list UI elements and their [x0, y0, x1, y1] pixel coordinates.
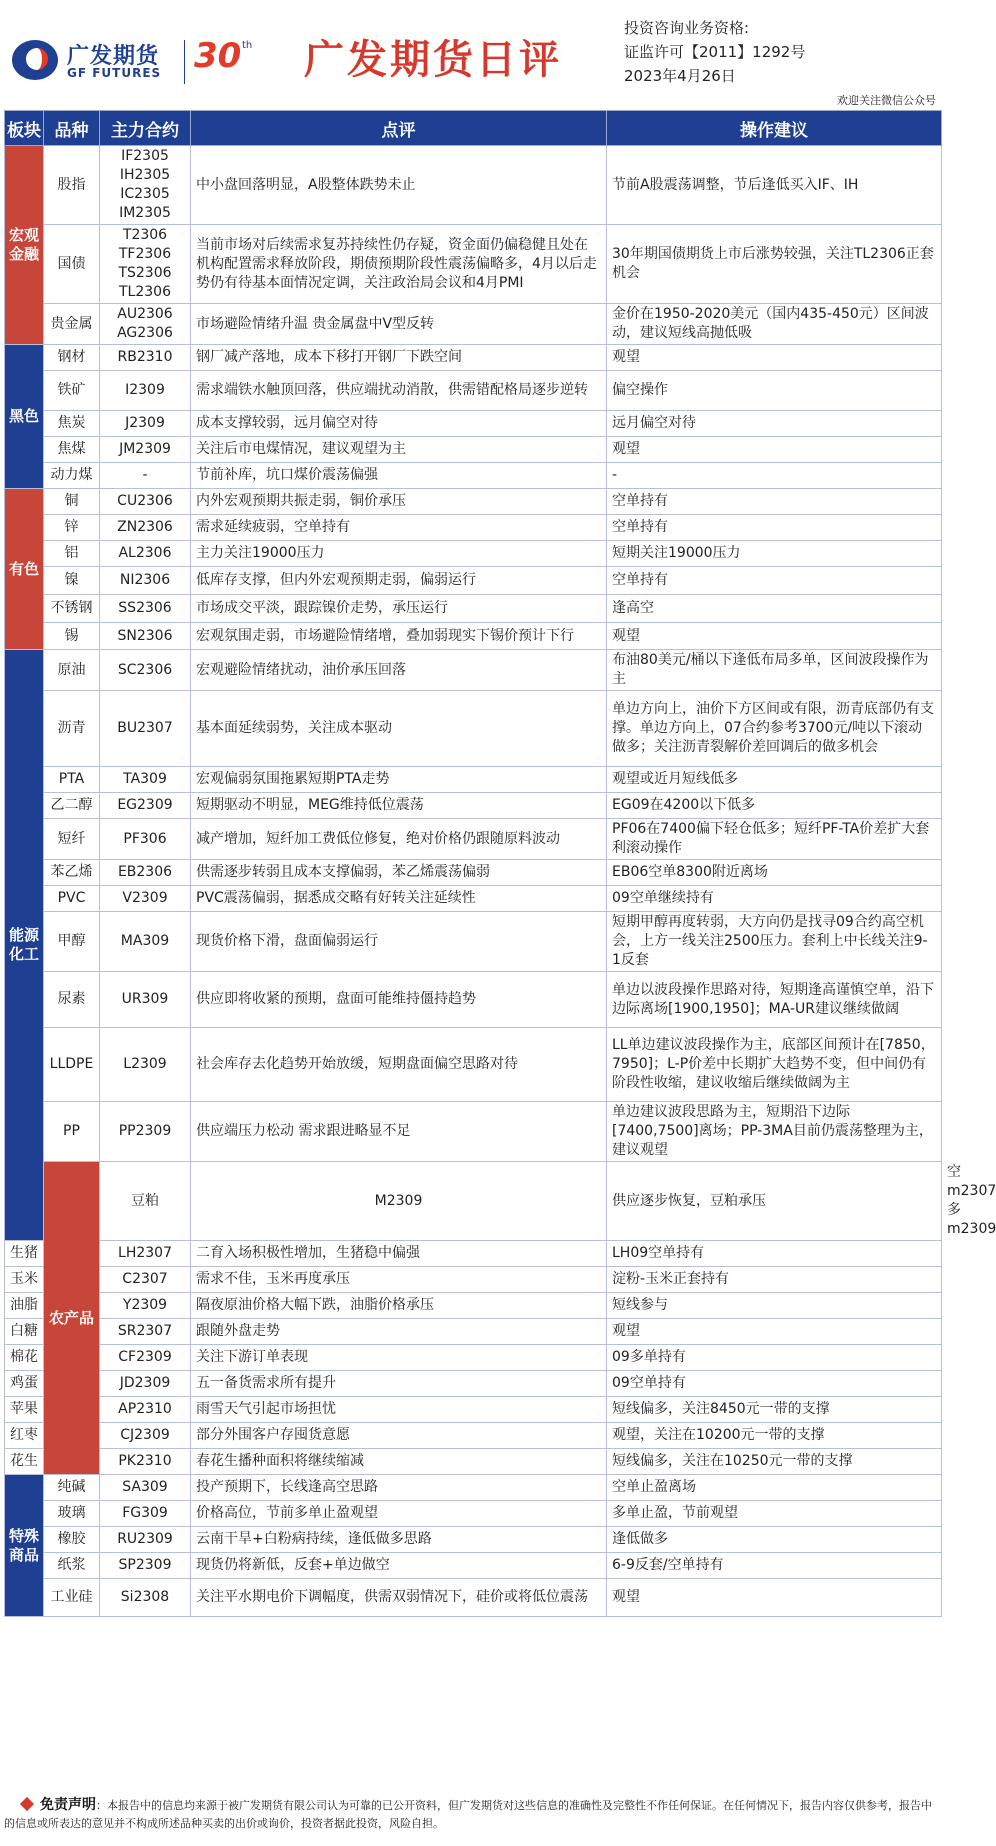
sector-cell: 能源化工 — [5, 650, 44, 1241]
table-row — [5, 1449, 942, 1475]
report-title: 广发期货日评 — [304, 37, 562, 83]
advice-cell: 单边建议波段思路为主，短期沿下边际[7400,7500]离场；PP-3MA目前仍震荡整理为主，建议观望 — [607, 1102, 942, 1162]
variety-cell: 国债 — [44, 225, 100, 304]
advice-cell: 观望，关注在10200元一带的支撑 — [607, 1423, 942, 1449]
contract-cell: SR2307 — [100, 1319, 191, 1345]
advice-cell: 观望 — [607, 345, 942, 371]
comment-cell: 供应端压力松动 需求跟进略显不足 — [191, 1102, 607, 1162]
table-row — [5, 567, 942, 595]
variety-cell: 不锈钢 — [44, 595, 100, 623]
contract-cell: PF306 — [100, 819, 191, 860]
advice-cell: 观望 — [607, 437, 942, 463]
advice-cell: 空单持有 — [607, 515, 942, 541]
comment-cell: 需求端铁水触顶回落，供应端扰动消散，供需错配格局逐步逆转 — [191, 371, 607, 411]
advice-cell: EG09在4200以下低多 — [607, 793, 942, 819]
variety-cell: 乙二醇 — [44, 793, 100, 819]
variety-cell: 铝 — [44, 541, 100, 567]
header — [0, 0, 948, 108]
review-table — [4, 110, 996, 1617]
qualification-line: 投资咨询业务资格: — [624, 19, 750, 37]
header-sector: 板块 — [5, 111, 44, 146]
variety-cell: 短纤 — [44, 819, 100, 860]
variety-cell: 红枣 — [5, 1423, 44, 1449]
advice-cell: 逢高空 — [607, 595, 942, 623]
advice-cell: EB06空单8300附近离场 — [607, 860, 942, 886]
table-row — [5, 819, 942, 860]
comment-cell: 供应即将收紧的预期，盘面可能维持僵持趋势 — [191, 972, 607, 1028]
table-row — [5, 1371, 942, 1397]
comment-cell: 关注下游订单表现 — [191, 1345, 607, 1371]
contract-cell: I2309 — [100, 371, 191, 411]
table-row — [5, 304, 942, 345]
variety-cell: 锌 — [44, 515, 100, 541]
advice-cell: 金价在1950-2020美元（国内435-450元）区间波动，建议短线高抛低吸 — [607, 304, 942, 345]
table-row — [5, 860, 942, 886]
contract-cell: SN2306 — [100, 623, 191, 650]
contract-cell: JD2309 — [100, 1371, 191, 1397]
advice-cell: 观望 — [607, 1579, 942, 1617]
sector-cell: 特殊商品 — [5, 1475, 44, 1617]
comment-cell: 部分外围客户存囤货意愿 — [191, 1423, 607, 1449]
variety-cell: 白糖 — [5, 1319, 44, 1345]
contract-cell: SC2306 — [100, 650, 191, 691]
advice-cell: 短线参与 — [607, 1293, 942, 1319]
header-comment: 点评 — [191, 111, 607, 146]
comment-cell: 市场成交平淡，跟踪镍价走势，承压运行 — [191, 595, 607, 623]
logo-english-name: GF FUTURES — [67, 66, 162, 80]
sector-cell: 农产品 — [44, 1162, 100, 1475]
contract-cell: RB2310 — [100, 345, 191, 371]
table-row — [5, 345, 942, 371]
variety-cell: 股指 — [44, 146, 100, 225]
contract-cell: BU2307 — [100, 691, 191, 767]
table-row — [5, 1241, 942, 1267]
advice-cell: 节前A股震荡调整，节后逢低买入IF、IH — [607, 146, 942, 225]
advice-cell: - — [607, 463, 942, 489]
advice-cell: 观望 — [607, 623, 942, 650]
contract-cell: PP2309 — [100, 1102, 191, 1162]
table-row — [5, 1553, 942, 1579]
variety-cell: 苹果 — [5, 1397, 44, 1423]
variety-cell: LLDPE — [44, 1028, 100, 1102]
variety-cell: 苯乙烯 — [44, 860, 100, 886]
contract-cell: J2309 — [100, 411, 191, 437]
comment-cell: PVC震荡偏弱，据悉成交略有好转关注延续性 — [191, 886, 607, 912]
comment-cell: 投产预期下，长线逢高空思路 — [191, 1475, 607, 1501]
variety-cell: 焦炭 — [44, 411, 100, 437]
contract-cell: V2309 — [100, 886, 191, 912]
comment-cell: 五一备货需求所有提升 — [191, 1371, 607, 1397]
variety-cell: 钢材 — [44, 345, 100, 371]
comment-cell: 社会库存去化趋势开始放缓，短期盘面偏空思路对待 — [191, 1028, 607, 1102]
variety-cell: PTA — [44, 767, 100, 793]
contract-cell: TA309 — [100, 767, 191, 793]
variety-cell: PVC — [44, 886, 100, 912]
comment-cell: 供需逐步转弱且成本支撑偏弱，苯乙烯震荡偏弱 — [191, 860, 607, 886]
table-row: 农产品 豆粕 M2309 供应逐步恢复，豆粕承压 空m2307多m2309 — [5, 1162, 942, 1241]
contract-cell: NI2306 — [100, 567, 191, 595]
variety-cell: 玉米 — [5, 1267, 44, 1293]
contract-cell: M2309 — [191, 1162, 607, 1241]
variety-cell: 铜 — [44, 489, 100, 515]
contract-cell: AP2310 — [100, 1397, 191, 1423]
report-date: 2023年4月26日 — [624, 67, 736, 85]
header-contract: 主力合约 — [100, 111, 191, 146]
disclaimer — [4, 1796, 934, 1833]
table-row — [5, 1102, 942, 1162]
comment-cell: 现货仍将新低，反套+单边做空 — [191, 1553, 607, 1579]
comment-cell: 价格高位，节前多单止盈观望 — [191, 1501, 607, 1527]
contract-cell: SP2309 — [100, 1553, 191, 1579]
table-row — [5, 623, 942, 650]
variety-cell: PP — [44, 1102, 100, 1162]
contract-cell: AL2306 — [100, 541, 191, 567]
advice-cell: 30年期国债期货上市后涨势较强，关注TL2306正套机会 — [607, 225, 942, 304]
contract-cell: MA309 — [100, 912, 191, 972]
comment-cell: 减产增加，短纤加工费低位修复，绝对价格仍跟随原料波动 — [191, 819, 607, 860]
variety-cell: 动力煤 — [44, 463, 100, 489]
table-row — [5, 1267, 942, 1293]
diamond-icon — [20, 1797, 34, 1811]
comment-cell: 当前市场对后续需求复苏持续性仍存疑，资金面仍偏稳健且处在机构配置需求释放阶段，期债预期阶段性震荡偏略多，4月以后走势仍有待基本面情况定调，关注政治局会议和4月PMI — [191, 225, 607, 304]
advice-cell: 短期甲醇再度转弱，大方向仍是找寻09合约高空机会，上方一线关注2500压力。套利上中长线关注9-1反套 — [607, 912, 942, 972]
advice-cell: 09空单继续持有 — [607, 886, 942, 912]
comment-cell: 市场避险情绪升温 贵金属盘中V型反转 — [191, 304, 607, 345]
advice-cell: 短线偏多，关注在10250元一带的支撑 — [607, 1449, 942, 1475]
contract-cell: - — [100, 463, 191, 489]
advice-cell: 单边以波段操作思路对待，短期逢高谨慎空单，沿下边际离场[1900,1950]；MA-UR建议继续做阔 — [607, 972, 942, 1028]
contract-cell: EB2306 — [100, 860, 191, 886]
advice-cell: 布油80美元/桶以下逢低布局多单，区间波段操作为主 — [607, 650, 942, 691]
comment-cell: 内外宏观预期共振走弱，铜价承压 — [191, 489, 607, 515]
contract-cell: CU2306 — [100, 489, 191, 515]
contract-cell: T2306 TF2306 TS2306 TL2306 — [100, 225, 191, 304]
comment-cell: 宏观避险情绪扰动，油价承压回落 — [191, 650, 607, 691]
header-advice: 操作建议 — [607, 111, 942, 146]
contract-cell: Y2309 — [100, 1293, 191, 1319]
comment-cell: 隔夜原油价格大幅下跌，油脂价格承压 — [191, 1293, 607, 1319]
variety-cell: 纯碱 — [44, 1475, 100, 1501]
advice-cell: PF06在7400偏下轻仓低多；短纤PF-TA价差扩大套利滚动操作 — [607, 819, 942, 860]
gf-logo-icon — [12, 40, 58, 80]
variety-cell: 原油 — [44, 650, 100, 691]
anniversary-logo: 30 — [194, 36, 242, 76]
table-row — [5, 1423, 942, 1449]
contract-cell: Si2308 — [100, 1579, 191, 1617]
table-row — [5, 515, 942, 541]
contract-cell: FG309 — [100, 1501, 191, 1527]
table-row — [5, 650, 942, 691]
variety-cell: 贵金属 — [44, 304, 100, 345]
table-row — [5, 691, 942, 767]
contract-cell: CF2309 — [100, 1345, 191, 1371]
table-header-row — [5, 111, 942, 146]
license-number: 证监许可【2011】1292号 — [624, 43, 806, 61]
advice-cell: 空单止盈离场 — [607, 1475, 942, 1501]
table-row — [5, 437, 942, 463]
variety-cell: 纸浆 — [44, 1553, 100, 1579]
disclaimer-title: 免责声明 — [40, 1797, 96, 1813]
comment-cell: 基本面延续弱势，关注成本驱动 — [191, 691, 607, 767]
variety-cell: 焦煤 — [44, 437, 100, 463]
variety-cell: 尿素 — [44, 972, 100, 1028]
table-row — [5, 793, 942, 819]
advice-cell: 多单止盈，节前观望 — [607, 1501, 942, 1527]
comment-cell: 云南干旱+白粉病持续，逢低做多思路 — [191, 1527, 607, 1553]
table-row — [5, 886, 942, 912]
advice-cell: 空单持有 — [607, 489, 942, 515]
table-row — [5, 1397, 942, 1423]
comment-cell: 需求不佳，玉米再度承压 — [191, 1267, 607, 1293]
logo-chinese-name: 广发期货 — [67, 44, 160, 69]
table-row — [5, 146, 942, 225]
table-row — [5, 411, 942, 437]
advice-cell: 09多单持有 — [607, 1345, 942, 1371]
advice-cell: 单边方向上，油价下方区间或有限，沥青底部仍有支撑。单边方向上，07合约参考3700元/吨以下滚动做多；关注沥青裂解价差回调后的做多机会 — [607, 691, 942, 767]
contract-cell: AU2306 AG2306 — [100, 304, 191, 345]
contract-cell: PK2310 — [100, 1449, 191, 1475]
comment-cell: 主力关注19000压力 — [191, 541, 607, 567]
comment-cell: 宏观偏弱氛围拖累短期PTA走势 — [191, 767, 607, 793]
table-row — [5, 595, 942, 623]
company-logo — [12, 36, 252, 86]
table-row — [5, 1028, 942, 1102]
comment-cell: 春花生播种面积将继续缩减 — [191, 1449, 607, 1475]
advice-cell: 淀粉-玉米正套持有 — [607, 1267, 942, 1293]
variety-cell: 豆粕 — [100, 1162, 191, 1241]
qualification-block — [624, 16, 805, 88]
follow-wechat-note: 欢迎关注微信公众号 — [837, 94, 936, 107]
variety-cell: 镍 — [44, 567, 100, 595]
comment-cell: 短期驱动不明显，MEG维持低位震荡 — [191, 793, 607, 819]
contract-cell: CJ2309 — [100, 1423, 191, 1449]
header-variety: 品种 — [44, 111, 100, 146]
sector-cell: 宏观金融 — [5, 146, 44, 345]
table-row — [5, 1527, 942, 1553]
contract-cell: LH2307 — [100, 1241, 191, 1267]
comment-cell: 关注后市电煤情况，建议观望为主 — [191, 437, 607, 463]
variety-cell: 锡 — [44, 623, 100, 650]
table-row — [5, 767, 942, 793]
table-row — [5, 1475, 942, 1501]
anniversary-suffix: th — [242, 40, 253, 51]
contract-cell: EG2309 — [100, 793, 191, 819]
logo-divider — [184, 40, 185, 84]
comment-cell: 需求延续疲弱，空单持有 — [191, 515, 607, 541]
advice-cell: 短期关注19000压力 — [607, 541, 942, 567]
comment-cell: 现货价格下滑，盘面偏弱运行 — [191, 912, 607, 972]
table-row — [5, 1345, 942, 1371]
sector-cell: 有色 — [5, 489, 44, 650]
variety-cell: 生猪 — [5, 1241, 44, 1267]
contract-cell: SA309 — [100, 1475, 191, 1501]
variety-cell: 花生 — [5, 1449, 44, 1475]
contract-cell: UR309 — [100, 972, 191, 1028]
comment-cell: 宏观氛围走弱，市场避险情绪增，叠加弱现实下锡价预计下行 — [191, 623, 607, 650]
advice-cell: LH09空单持有 — [607, 1241, 942, 1267]
variety-cell: 鸡蛋 — [5, 1371, 44, 1397]
comment-cell: 成本支撑较弱，远月偏空对待 — [191, 411, 607, 437]
variety-cell: 工业硅 — [44, 1579, 100, 1617]
table-row — [5, 1501, 942, 1527]
variety-cell: 棉花 — [5, 1345, 44, 1371]
table-row — [5, 371, 942, 411]
advice-cell: 短线偏多，关注8450元一带的支撑 — [607, 1397, 942, 1423]
advice-cell: 6-9反套/空单持有 — [607, 1553, 942, 1579]
comment-cell: 中小盘回落明显，A股整体跌势未止 — [191, 146, 607, 225]
contract-cell: C2307 — [100, 1267, 191, 1293]
contract-cell: RU2309 — [100, 1527, 191, 1553]
table-row — [5, 1319, 942, 1345]
variety-cell: 沥青 — [44, 691, 100, 767]
advice-cell: 09空单持有 — [607, 1371, 942, 1397]
comment-cell: 供应逐步恢复，豆粕承压 — [607, 1162, 942, 1241]
table-row — [5, 489, 942, 515]
table-row — [5, 225, 942, 304]
table-row — [5, 463, 942, 489]
advice-cell: 观望或近月短线低多 — [607, 767, 942, 793]
contract-cell: SS2306 — [100, 595, 191, 623]
advice-cell: 远月偏空对待 — [607, 411, 942, 437]
contract-cell: IF2305 IH2305 IC2305 IM2305 — [100, 146, 191, 225]
variety-cell: 玻璃 — [44, 1501, 100, 1527]
table-row — [5, 912, 942, 972]
advice-cell: 空单持有 — [607, 567, 942, 595]
advice-cell: 逢低做多 — [607, 1527, 942, 1553]
comment-cell: 低库存支撑，但内外宏观预期走弱，偏弱运行 — [191, 567, 607, 595]
disclaimer-text: ：本报告中的信息均来源于被广发期货有限公司认为可靠的已公开资料，但广发期货对这些信息的准确性及完整性不作任何保证。在任何情况下，报告内容仅供参考，报告中的信息或所表达的意见并不构成所述品种买卖的出价或询价，投资者据此投资，风险自担。 — [4, 1799, 932, 1830]
comment-cell: 跟随外盘走势 — [191, 1319, 607, 1345]
contract-cell: L2309 — [100, 1028, 191, 1102]
variety-cell: 油脂 — [5, 1293, 44, 1319]
comment-cell: 关注平水期电价下调幅度，供需双弱情况下，硅价或将低位震荡 — [191, 1579, 607, 1617]
comment-cell: 二育入场积极性增加，生猪稳中偏强 — [191, 1241, 607, 1267]
comment-cell: 钢厂减产落地，成本下移打开钢厂下跌空间 — [191, 345, 607, 371]
variety-cell: 甲醇 — [44, 912, 100, 972]
table-row — [5, 1293, 942, 1319]
variety-cell: 铁矿 — [44, 371, 100, 411]
comment-cell: 雨雪天气引起市场担忧 — [191, 1397, 607, 1423]
table-row — [5, 1579, 942, 1617]
advice-cell: 偏空操作 — [607, 371, 942, 411]
contract-cell: JM2309 — [100, 437, 191, 463]
table-row — [5, 972, 942, 1028]
table-row — [5, 541, 942, 567]
advice-cell: 观望 — [607, 1319, 942, 1345]
advice-cell: LL单边建议波段操作为主，底部区间预计在[7850，7950]；L-P价差中长期扩大趋势不变，但中间仍有阶段性收缩，建议收缩后继续做阔为主 — [607, 1028, 942, 1102]
sector-cell: 黑色 — [5, 345, 44, 489]
variety-cell: 橡胶 — [44, 1527, 100, 1553]
contract-cell: ZN2306 — [100, 515, 191, 541]
comment-cell: 节前补库，坑口煤价震荡偏强 — [191, 463, 607, 489]
